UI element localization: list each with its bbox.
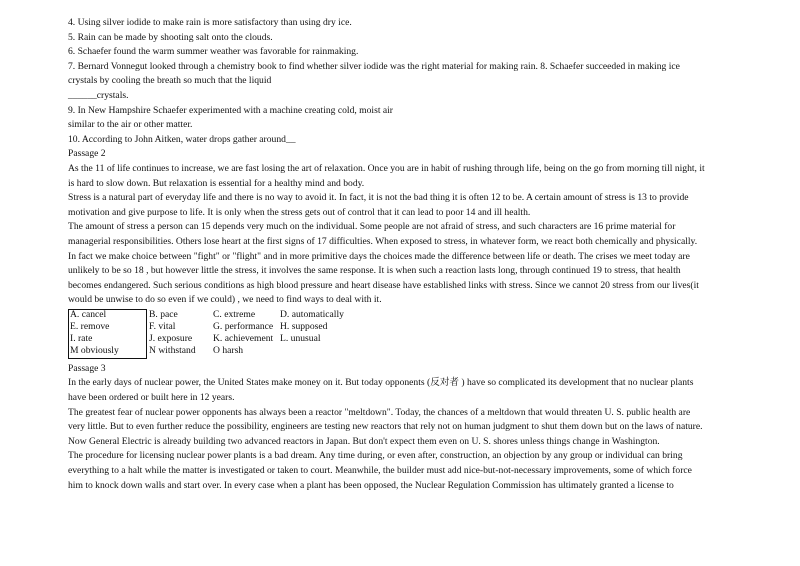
passage-2-text [68, 162, 748, 308]
passage-2-line: is hard to slow down. But relaxation is essential for a healthy mind and body. [68, 177, 365, 189]
option-n: N withstand [149, 344, 196, 356]
question-10: 10. According to John Aitken, water drops gather around__ [68, 133, 296, 145]
question-7-8: 7. Bernard Vonnegut looked through a chemistry book to find whether silver iodide was the right material for making rain. 8. Schaefer succeeded in making ice [68, 60, 680, 72]
option-f: F. vital [149, 320, 176, 332]
document-page [68, 16, 748, 493]
passage-3-line: very little. But to even further reduce the possibility, engineers are testing new reactors that rely not on human judgment to shut them down but on the laws of nature. [68, 421, 703, 433]
option-l: L. unusual [280, 332, 321, 344]
passage-2-line: unlikely to be so 18 , but however little the stress, it involves the same response. It is when such a reaction lasts long, through continued 19 to stress, that health [68, 265, 681, 277]
option-d: D. automatically [280, 308, 344, 320]
passage-2-line: motivation and give purpose to life. It is only when the stress gets out of control that it can lead to poor 14 and ill health. [68, 206, 531, 218]
passage-3-line: everything to a halt while the matter is investigated or taken to court. Meanwhile, the builder must add nice-but-not-necessary improvements, some of which force [68, 465, 692, 477]
passage-2-line: would be unwise to do so even if we could) , we need to find ways to deal with it. [68, 294, 382, 306]
option-g: G. performance [213, 320, 274, 332]
passage-2-line: becomes endangered. Such serious conditions as high blood pressure and heart disease have established links with stress. Since we cannot 20 stress from our lives(it [68, 279, 699, 291]
question-9: 9. In New Hampshire Schaefer experimented with a machine creating cold, moist air [68, 104, 394, 116]
option-a: A. cancel [70, 308, 107, 320]
passage-2-heading: Passage 2 [68, 148, 106, 160]
question-5: 5. Rain can be made by shooting salt onto the clouds. [68, 31, 273, 43]
question-8-cont: crystals by cooling the breath so much that the liquid [68, 75, 272, 87]
question-9-cont: similar to the air or other matter. [68, 119, 193, 131]
passage-3-heading: Passage 3 [68, 362, 106, 374]
passage-3-text [68, 362, 748, 493]
passage-2-line: As the 11 of life continues to increase, we are fast losing the art of relaxation. Once you are in habit of rushing through life, being on the go from morning till night, it [68, 162, 705, 174]
passage-3-line: him to knock down walls and start over. In every case when a plant has been opposed, the Nuclear Regulation Commission has ultimately granted a license to [68, 479, 674, 491]
passage-2-line: The amount of stress a person can 15 depends very much on the individual. Some people are not afraid of stress, and such characters are 16 prime material for [68, 221, 676, 233]
passage-2-line: Stress is a natural part of everyday life and there is no way to avoid it. In fact, it is not the bad thing it is often 12 to be. A certain amount of stress is 13 to provide [68, 192, 689, 204]
question-8-blank: ______crystals. [68, 89, 129, 101]
option-k: K. achievement [213, 332, 274, 344]
option-b: B. pace [149, 308, 178, 320]
question-lines [68, 16, 748, 162]
passage-3-line: The procedure for licensing nuclear power plants is a bad dream. Any time during, or even after, construction, an objection by any group or individual can bring [68, 450, 683, 462]
option-h: H. supposed [280, 320, 328, 332]
option-j: J. exposure [149, 332, 193, 344]
option-m: M obviously [70, 344, 119, 356]
passage-3-line: In the early days of nuclear power, the United States make money on it. But today opponents (反对者 ) have so complicated its development that no nuclear plants [68, 377, 694, 389]
option-o: O harsh [213, 344, 244, 356]
passage-3-line: have been ordered or built here in 12 years. [68, 392, 235, 404]
passage-2-line: In fact we make choice between "fight" or "flight" and in more primitive days the choices made the difference between life or death. The crises we meet today are [68, 250, 690, 262]
passage-2-line: managerial responsibilities. Others lose heart at the first signs of 17 difficulties. When exposed to stress, in whatever form, we react both chemically and physically. [68, 235, 698, 247]
option-e: E. remove [70, 320, 110, 332]
question-6: 6. Schaefer found the warm summer weather was favorable for rainmaking. [68, 46, 359, 58]
option-i: I. rate [70, 332, 93, 344]
word-bank [68, 308, 488, 362]
question-4: 4. Using silver iodide to make rain is more satisfactory than using dry ice. [68, 17, 352, 28]
option-c: C. extreme [213, 308, 256, 320]
passage-3-line: Now General Electric is already building two advanced reactors in Japan. But don't expect them even on U. S. shores unless things change in Washington. [68, 435, 660, 447]
passage-3-line: The greatest fear of nuclear power opponents has always been a reactor "meltdown". Today, the chances of a meltdown that would threaten U. S. public health are [68, 406, 691, 418]
